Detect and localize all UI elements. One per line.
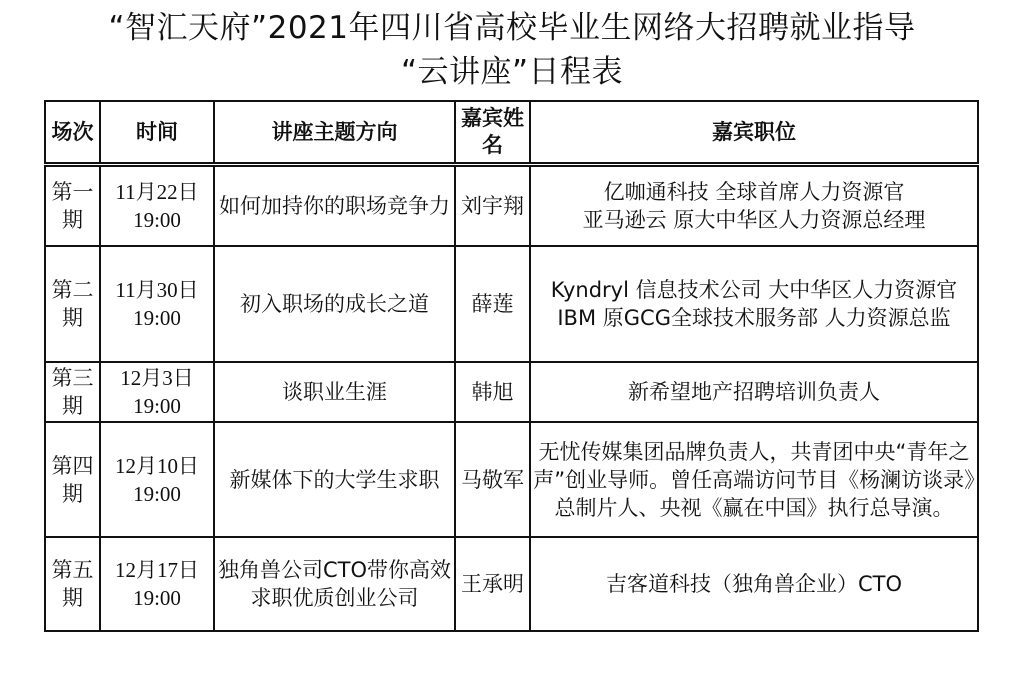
guest-role-cell bbox=[530, 362, 978, 422]
header-row bbox=[45, 101, 978, 165]
header-guest-role: 嘉宾职位 bbox=[530, 101, 978, 165]
session-label: 第三期 bbox=[51, 366, 94, 418]
time-cell bbox=[100, 537, 214, 631]
session-label: 第二期 bbox=[51, 278, 94, 330]
session-label: 第五期 bbox=[51, 558, 94, 610]
header-guest-name: 嘉宾姓名 bbox=[455, 101, 530, 165]
guest-name-cell: 马敬军 bbox=[455, 422, 530, 537]
time-cell bbox=[100, 165, 214, 247]
session-label: 第四期 bbox=[51, 453, 94, 506]
table-row bbox=[45, 422, 978, 537]
guest-role-cell bbox=[530, 246, 978, 362]
table-row bbox=[45, 537, 978, 631]
role-line: 亿咖通科技 全球首席人力资源官 bbox=[603, 180, 905, 204]
date-text: 11月22日 bbox=[115, 180, 199, 204]
date-text: 12月10日 bbox=[115, 453, 199, 478]
guest-role-cell bbox=[530, 537, 978, 631]
date-text: 12月3日 bbox=[120, 366, 194, 390]
table-row bbox=[45, 165, 978, 247]
guest-name-cell: 王承明 bbox=[455, 537, 530, 631]
role-line: 亚马逊云 原大中华区人力资源总经理 bbox=[582, 208, 926, 232]
document-title bbox=[0, 6, 1024, 94]
topic-cell: 初入职场的成长之道 bbox=[214, 246, 455, 362]
session-cell bbox=[45, 422, 100, 537]
schedule-table bbox=[44, 100, 979, 632]
topic-cell: 谈职业生涯 bbox=[214, 362, 455, 422]
guest-role-cell bbox=[530, 165, 978, 247]
clock-text: 19:00 bbox=[133, 481, 181, 506]
table-row bbox=[45, 246, 978, 362]
clock-text: 19:00 bbox=[133, 394, 181, 418]
guest-role-cell bbox=[530, 422, 978, 537]
clock-text: 19:00 bbox=[133, 208, 181, 232]
role-line: 吉客道科技（独角兽企业）CTO bbox=[605, 572, 903, 596]
title-line-2: “云讲座”日程表 bbox=[400, 54, 624, 90]
topic-cell: 如何加持你的职场竞争力 bbox=[214, 165, 455, 247]
time-cell bbox=[100, 422, 214, 537]
session-cell bbox=[45, 362, 100, 422]
date-text: 12月17日 bbox=[115, 558, 199, 582]
date-text: 11月30日 bbox=[115, 278, 199, 302]
table-row bbox=[45, 362, 978, 422]
guest-name-cell: 刘宇翔 bbox=[455, 165, 530, 247]
session-cell bbox=[45, 537, 100, 631]
clock-text: 19:00 bbox=[133, 306, 181, 330]
guest-name-cell: 薛莲 bbox=[455, 246, 530, 362]
time-cell bbox=[100, 246, 214, 362]
header-topic: 讲座主题方向 bbox=[214, 101, 455, 165]
role-line: 无忧传媒集团品牌负责人，共青团中央“青年之声”创业导师。曾任高端访问节目《杨澜访谈录》总制片人、央视《赢在中国》执行总导演。 bbox=[533, 439, 975, 520]
time-cell bbox=[100, 362, 214, 422]
session-cell bbox=[45, 246, 100, 362]
role-line: IBM 原GCG全球技术服务部 人力资源总监 bbox=[557, 306, 951, 330]
guest-name-cell: 韩旭 bbox=[455, 362, 530, 422]
topic-cell: 独角兽公司CTO带你高效求职优质创业公司 bbox=[214, 537, 455, 631]
session-label: 第一期 bbox=[51, 180, 94, 232]
topic-cell: 新媒体下的大学生求职 bbox=[214, 422, 455, 537]
role-line: Kyndryl 信息技术公司 大中华区人力资源官 bbox=[550, 278, 958, 302]
header-time: 时间 bbox=[100, 101, 214, 165]
clock-text: 19:00 bbox=[133, 586, 181, 610]
session-cell bbox=[45, 165, 100, 247]
role-line: 新希望地产招聘培训负责人 bbox=[628, 380, 880, 404]
title-line-1: “智汇天府”2021年四川省高校毕业生网络大招聘就业指导 bbox=[108, 10, 916, 46]
header-session: 场次 bbox=[45, 101, 100, 165]
